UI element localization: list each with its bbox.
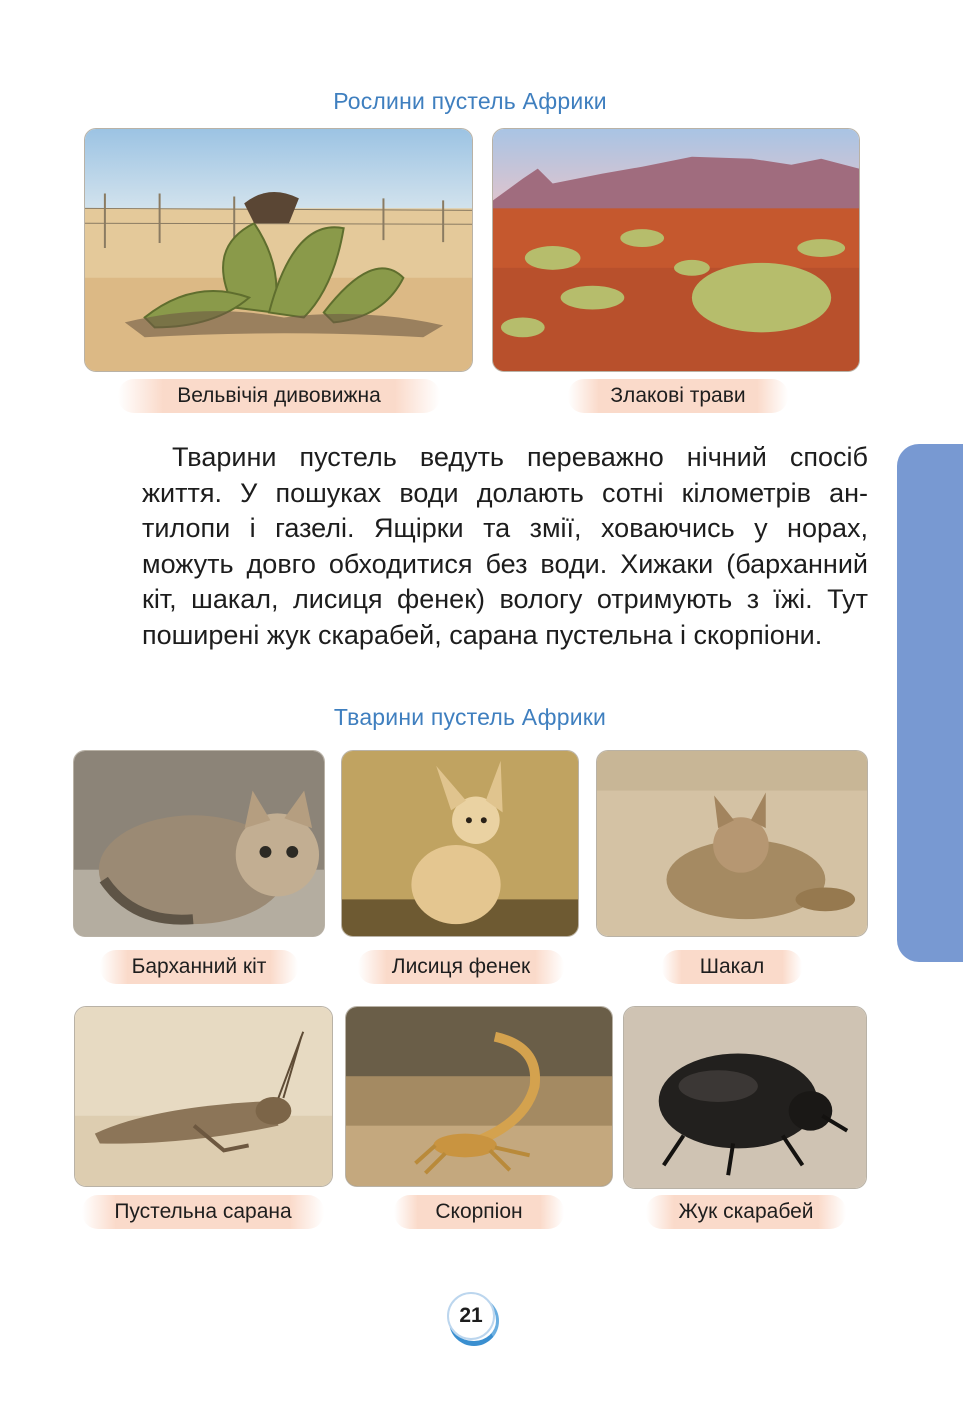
body-paragraph: Тварини пустель ведуть переважно нічний спосіб життя. У пошуках води долають сотні кілометрів антилопи і газелі. Ящірки та змії, ховаючись у норах, можуть довго обходитися без води. Хижаки (барханний кіт, шакал, лисиця фенек) вологу отримують з їжі. Тут поширені жук скарабей, сарана пустельна і скорпіони. bbox=[142, 442, 868, 650]
scorpion-photo bbox=[345, 1006, 613, 1187]
sand-cat-photo bbox=[73, 750, 325, 937]
jackal-caption: Шакал bbox=[662, 950, 802, 984]
page-number-badge bbox=[441, 1290, 503, 1350]
sand-cat-caption: Барханний кіт bbox=[100, 950, 298, 984]
fennec-fox-photo bbox=[341, 750, 579, 937]
locust-photo bbox=[74, 1006, 333, 1187]
jackal-photo bbox=[596, 750, 868, 937]
locust-caption: Пустельна сарана bbox=[82, 1195, 324, 1229]
plants-section-title: Рослини пустель Африки bbox=[333, 88, 607, 114]
scorpion-caption: Скорпіон bbox=[394, 1195, 564, 1229]
grass-desert-photo bbox=[492, 128, 860, 372]
animals-section-title: Тварини пустель Африки bbox=[333, 704, 607, 730]
welwitschia-photo bbox=[84, 128, 473, 372]
page-number: 21 bbox=[447, 1292, 495, 1340]
grass-caption: Злакові трави bbox=[568, 379, 788, 413]
fennec-caption: Лисиця фенек bbox=[358, 950, 564, 984]
welwitschia-caption: Вельвічія дивовижна bbox=[118, 379, 440, 413]
scarab-caption: Жук скарабей bbox=[646, 1195, 846, 1229]
chapter-side-tab bbox=[897, 444, 963, 962]
scarab-beetle-photo bbox=[623, 1006, 867, 1189]
